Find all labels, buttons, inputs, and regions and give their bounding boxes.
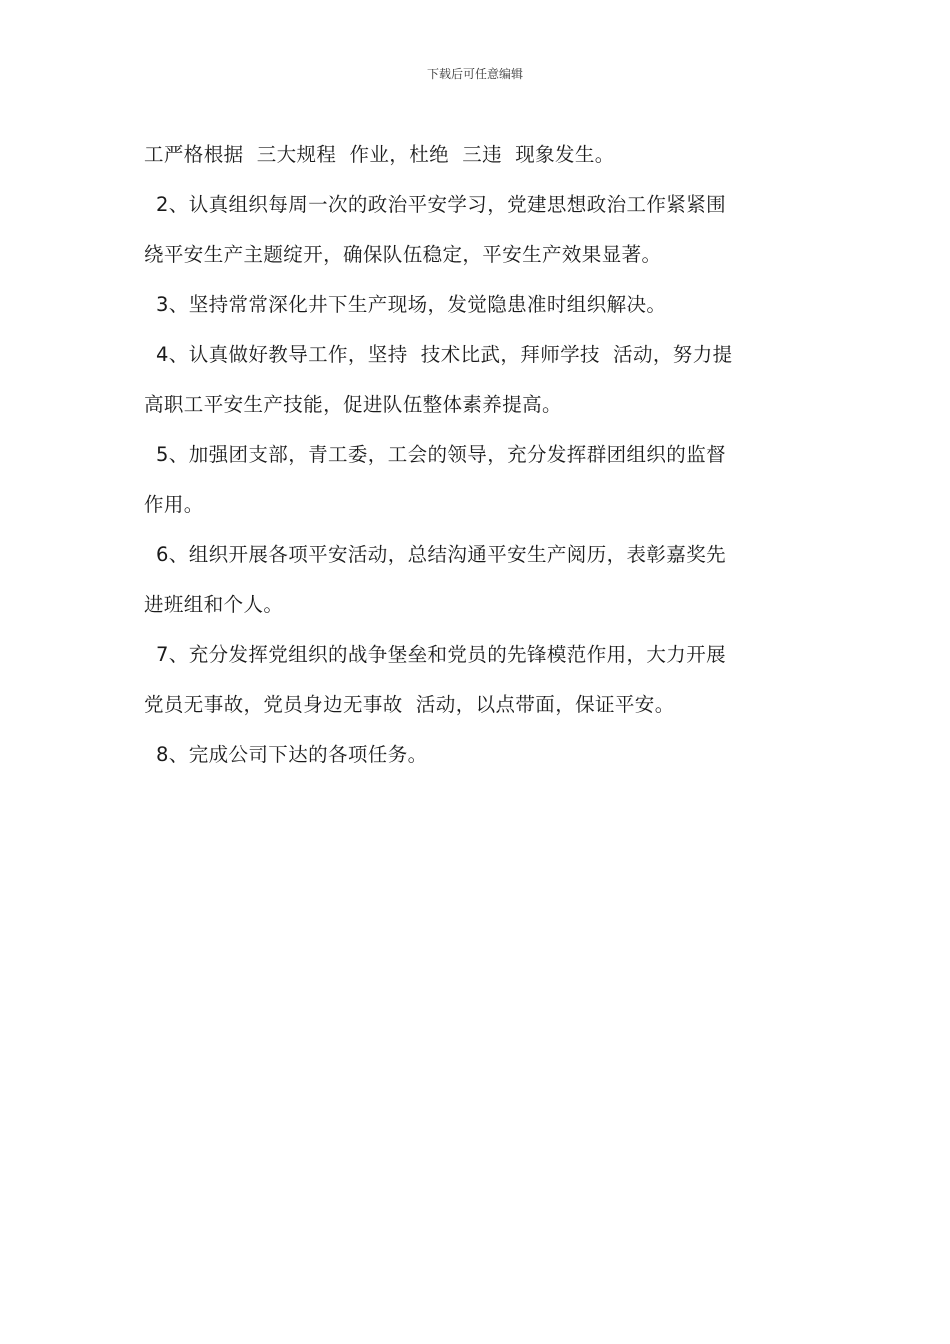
list-item-4: 4、认真做好教导工作，坚持 技术比武，拜师学技 活动，努力提	[156, 343, 733, 366]
text-line: 作用。	[144, 493, 204, 516]
text-line: 高职工平安生产技能，促进队伍整体素养提高。	[144, 393, 562, 416]
document-body	[144, 130, 814, 780]
text-line: 党员无事故，党员身边无事故 活动，以点带面，保证平安。	[144, 693, 675, 716]
text-line: 绕平安生产主题绽开，确保队伍稳定，平安生产效果显著。	[144, 243, 662, 266]
text-line: 进班组和个人。	[144, 593, 284, 616]
list-item-2: 2、认真组织每周一次的政治平安学习，党建思想政治工作紧紧围	[156, 193, 727, 216]
list-item-3: 3、坚持常常深化井下生产现场，发觉隐患准时组织解决。	[156, 293, 667, 316]
list-item-5: 5、加强团支部，青工委，工会的领导，充分发挥群团组织的监督	[156, 443, 727, 466]
list-item-6: 6、组织开展各项平安活动，总结沟通平安生产阅历，表彰嘉奖先	[156, 543, 727, 566]
list-item-7: 7、充分发挥党组织的战争堡垒和党员的先锋模范作用，大力开展	[156, 643, 727, 666]
page-header: 下载后可任意编辑	[426, 67, 523, 81]
text-line: 工严格根据 三大规程 作业，杜绝 三违 现象发生。	[144, 143, 615, 166]
list-item-8: 8、完成公司下达的各项任务。	[156, 743, 428, 766]
